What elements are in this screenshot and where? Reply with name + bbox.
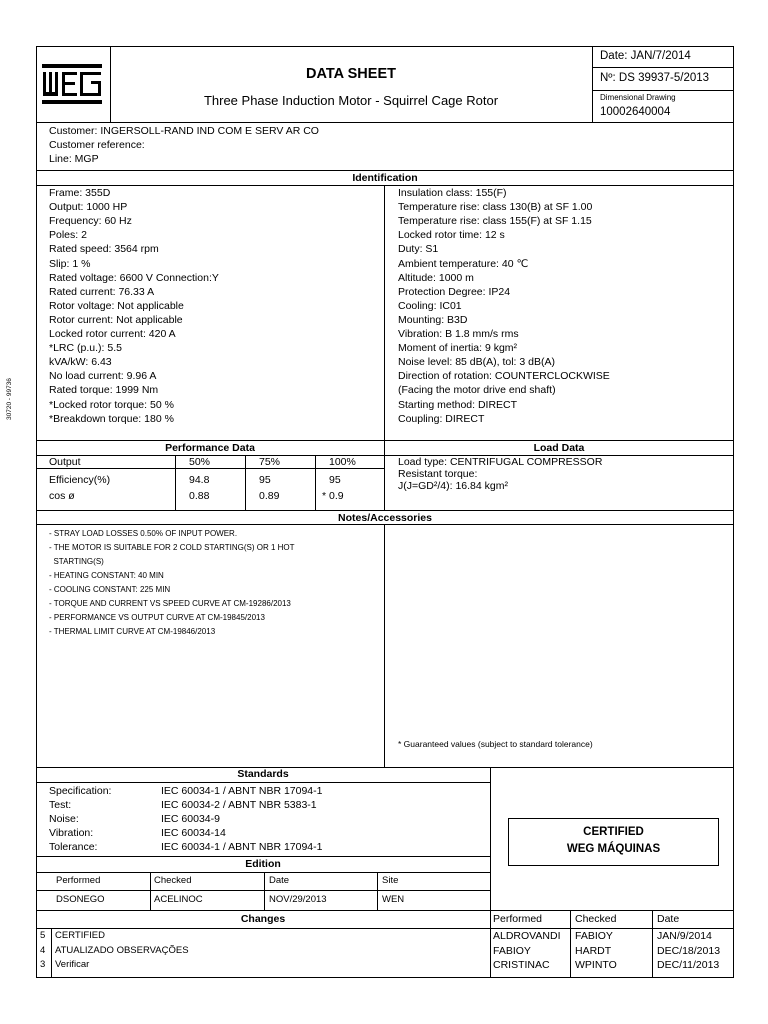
standard-label: Vibration: xyxy=(49,827,94,839)
dimensional-drawing-value: 10002640004 xyxy=(600,106,671,118)
edition-value-checked: ACELINOC xyxy=(154,894,203,905)
note-item: - THE MOTOR IS SUITABLE FOR 2 COLD STARTING(S) OR 1 HOT xyxy=(49,543,295,552)
note-item: STARTING(S) xyxy=(49,557,104,566)
standard-label: Tolerance: xyxy=(49,841,98,853)
customer-name: Customer: INGERSOLL-RAND IND COM E SERV AR CO xyxy=(49,125,319,137)
identification-item: Locked rotor time: 12 s xyxy=(398,229,505,242)
identification-item: Insulation class: 155(F) xyxy=(398,187,507,199)
identification-item: kVA/kW: 6.43 xyxy=(49,356,112,369)
page-subtitle: Three Phase Induction Motor - Squirrel Cage Rotor xyxy=(203,93,499,108)
identification-item: Ambient temperature: 40 ℃ xyxy=(398,257,529,270)
performance-row-cos-100: * 0.9 xyxy=(322,490,344,502)
identification-item: Rated speed: 3564 rpm xyxy=(49,243,159,256)
identification-item: Rotor current: Not applicable xyxy=(49,313,183,326)
identification-item: Mounting: B3D xyxy=(398,313,468,326)
identification-item: Moment of inertia: 9 kgm² xyxy=(398,342,518,355)
identification-item: *Locked rotor torque: 50 % xyxy=(49,398,174,411)
edition-header-checked: Checked xyxy=(154,875,192,886)
identification-item: Slip: 1 % xyxy=(49,257,91,270)
identification-item: Duty: S1 xyxy=(398,243,439,256)
certified-line-1: CERTIFIED xyxy=(583,826,644,838)
load-type: Load type: CENTRIFUGAL COMPRESSOR xyxy=(398,456,603,468)
standard-value: IEC 60034-1 / ABNT NBR 17094-1 xyxy=(161,841,323,853)
identification-item: Noise level: 85 dB(A), tol: 3 dB(A) xyxy=(398,356,555,369)
changes-header-checked: Checked xyxy=(575,913,617,925)
standard-value: IEC 60034-14 xyxy=(161,827,226,839)
weg-logo-icon xyxy=(42,64,102,104)
performance-header-output: Output xyxy=(49,456,81,468)
change-description: ATUALIZADO OBSERVAÇÕES xyxy=(55,944,189,956)
note-item: - THERMAL LIMIT CURVE AT CM-19846/2013 xyxy=(49,627,216,636)
change-description: CERTIFIED xyxy=(55,930,105,941)
note-item: - HEATING CONSTANT: 40 MIN xyxy=(49,571,164,580)
performance-row-efficiency-50: 94.8 xyxy=(189,474,210,486)
edition-header-date: Date xyxy=(269,875,290,886)
document-date: Date: JAN/7/2014 xyxy=(600,50,691,62)
standard-value: IEC 60034-2 / ABNT NBR 5383-1 xyxy=(161,799,317,811)
notes-heading: Notes/Accessories xyxy=(338,512,432,524)
change-date: DEC/18/2013 xyxy=(657,944,721,957)
note-item: - PERFORMANCE VS OUTPUT CURVE AT CM-19845/2013 xyxy=(49,613,265,622)
standards-heading: Standards xyxy=(237,768,289,780)
performance-row-cos-label: cos ø xyxy=(49,490,75,502)
standard-label: Specification: xyxy=(49,785,112,797)
standard-value: IEC 60034-9 xyxy=(161,813,220,825)
identification-item: Altitude: 1000 m xyxy=(398,271,474,284)
identification-item: Rated voltage: 6600 V Connection:Y xyxy=(49,271,219,284)
identification-item: No load current: 9.96 A xyxy=(49,370,157,383)
side-document-code: 30720 - 99736 xyxy=(6,378,13,420)
identification-item: Frequency: 60 Hz xyxy=(49,215,132,228)
identification-item: *LRC (p.u.): 5.5 xyxy=(49,342,122,355)
edition-header-site: Site xyxy=(382,875,399,886)
weg-logo xyxy=(42,64,102,104)
page-title: DATA SHEET xyxy=(306,66,396,82)
identification-item: Rated current: 76.33 A xyxy=(49,285,155,298)
change-performed: CRISTINAC xyxy=(493,959,550,971)
identification-item: Locked rotor current: 420 A xyxy=(49,328,176,340)
edition-heading: Edition xyxy=(245,858,281,870)
edition-header-performed: Performed xyxy=(56,875,101,886)
identification-item: Frame: 355D xyxy=(49,187,111,199)
identification-item: Poles: 2 xyxy=(49,229,87,242)
performance-header-100: 100% xyxy=(329,456,356,468)
performance-row-efficiency-75: 95 xyxy=(259,474,271,486)
performance-header-75: 75% xyxy=(259,456,281,468)
identification-item: Coupling: DIRECT xyxy=(398,412,485,425)
standard-value: IEC 60034-1 / ABNT NBR 17094-1 xyxy=(161,785,323,797)
identification-item: Temperature rise: class 130(B) at SF 1.00 xyxy=(398,201,593,214)
identification-item: (Facing the motor drive end shaft) xyxy=(398,384,556,397)
identification-item: Vibration: B 1.8 mm/s rms xyxy=(398,328,519,340)
note-item: - TORQUE AND CURRENT VS SPEED CURVE AT CM-19286/2013 xyxy=(49,599,291,608)
change-date: DEC/11/2013 xyxy=(657,959,720,971)
change-number: 5 xyxy=(40,930,46,941)
change-date: JAN/9/2014 xyxy=(657,930,712,942)
identification-heading: Identification xyxy=(352,172,418,184)
certified-line-2: WEG MÁQUINAS xyxy=(566,843,661,855)
change-checked: FABIOY xyxy=(575,930,613,942)
standard-label: Noise: xyxy=(49,813,79,825)
identification-item: Output: 1000 HP xyxy=(49,201,128,214)
identification-item: Rotor voltage: Not applicable xyxy=(49,299,184,312)
identification-item: *Breakdown torque: 180 % xyxy=(49,412,174,425)
performance-heading: Performance Data xyxy=(165,442,255,454)
change-checked: HARDT xyxy=(575,944,612,957)
change-description: Verificar xyxy=(55,959,90,970)
changes-heading: Changes xyxy=(240,913,286,925)
identification-item: Rated torque: 1999 Nm xyxy=(49,384,159,397)
change-number: 3 xyxy=(40,959,46,970)
performance-row-cos-75: 0.89 xyxy=(259,490,280,502)
edition-value-date: NOV/29/2013 xyxy=(269,894,327,905)
identification-item: Direction of rotation: COUNTERCLOCKWISE xyxy=(398,370,610,383)
identification-item: Starting method: DIRECT xyxy=(398,398,518,411)
edition-value-performed: DSONEGO xyxy=(56,894,105,905)
performance-row-efficiency-label: Efficiency(%) xyxy=(49,474,111,486)
change-number: 4 xyxy=(40,944,46,956)
change-performed: ALDROVANDI xyxy=(493,930,561,942)
customer-reference: Customer reference: xyxy=(49,139,145,151)
standard-label: Test: xyxy=(49,799,72,811)
guaranteed-values-note: * Guaranteed values (subject to standard tolerance) xyxy=(398,739,593,749)
identification-item: Temperature rise: class 155(F) at SF 1.15 xyxy=(398,215,592,228)
identification-item: Protection Degree: IP24 xyxy=(398,285,511,298)
performance-row-efficiency-100: 95 xyxy=(329,474,341,486)
identification-item: Cooling: IC01 xyxy=(398,299,462,312)
note-item: - STRAY LOAD LOSSES 0.50% OF INPUT POWER. xyxy=(49,529,238,538)
dimensional-drawing-label: Dimensional Drawing xyxy=(600,93,676,102)
performance-header-50: 50% xyxy=(189,456,211,468)
document-number: Nº: DS 39937-5/2013 xyxy=(600,72,710,84)
changes-header-performed: Performed xyxy=(493,913,543,925)
product-line: Line: MGP xyxy=(49,153,99,165)
change-performed: FABIOY xyxy=(493,944,531,957)
note-item: - COOLING CONSTANT: 225 MIN xyxy=(49,585,171,594)
load-inertia: J(J=GD²/4): 16.84 kgm² xyxy=(398,480,508,492)
edition-value-site: WEN xyxy=(382,894,405,905)
resistant-torque: Resistant torque: xyxy=(398,468,478,480)
performance-row-cos-50: 0.88 xyxy=(189,490,210,502)
load-heading: Load Data xyxy=(533,442,585,454)
changes-header-date: Date xyxy=(657,913,680,925)
change-checked: WPINTO xyxy=(575,959,617,971)
